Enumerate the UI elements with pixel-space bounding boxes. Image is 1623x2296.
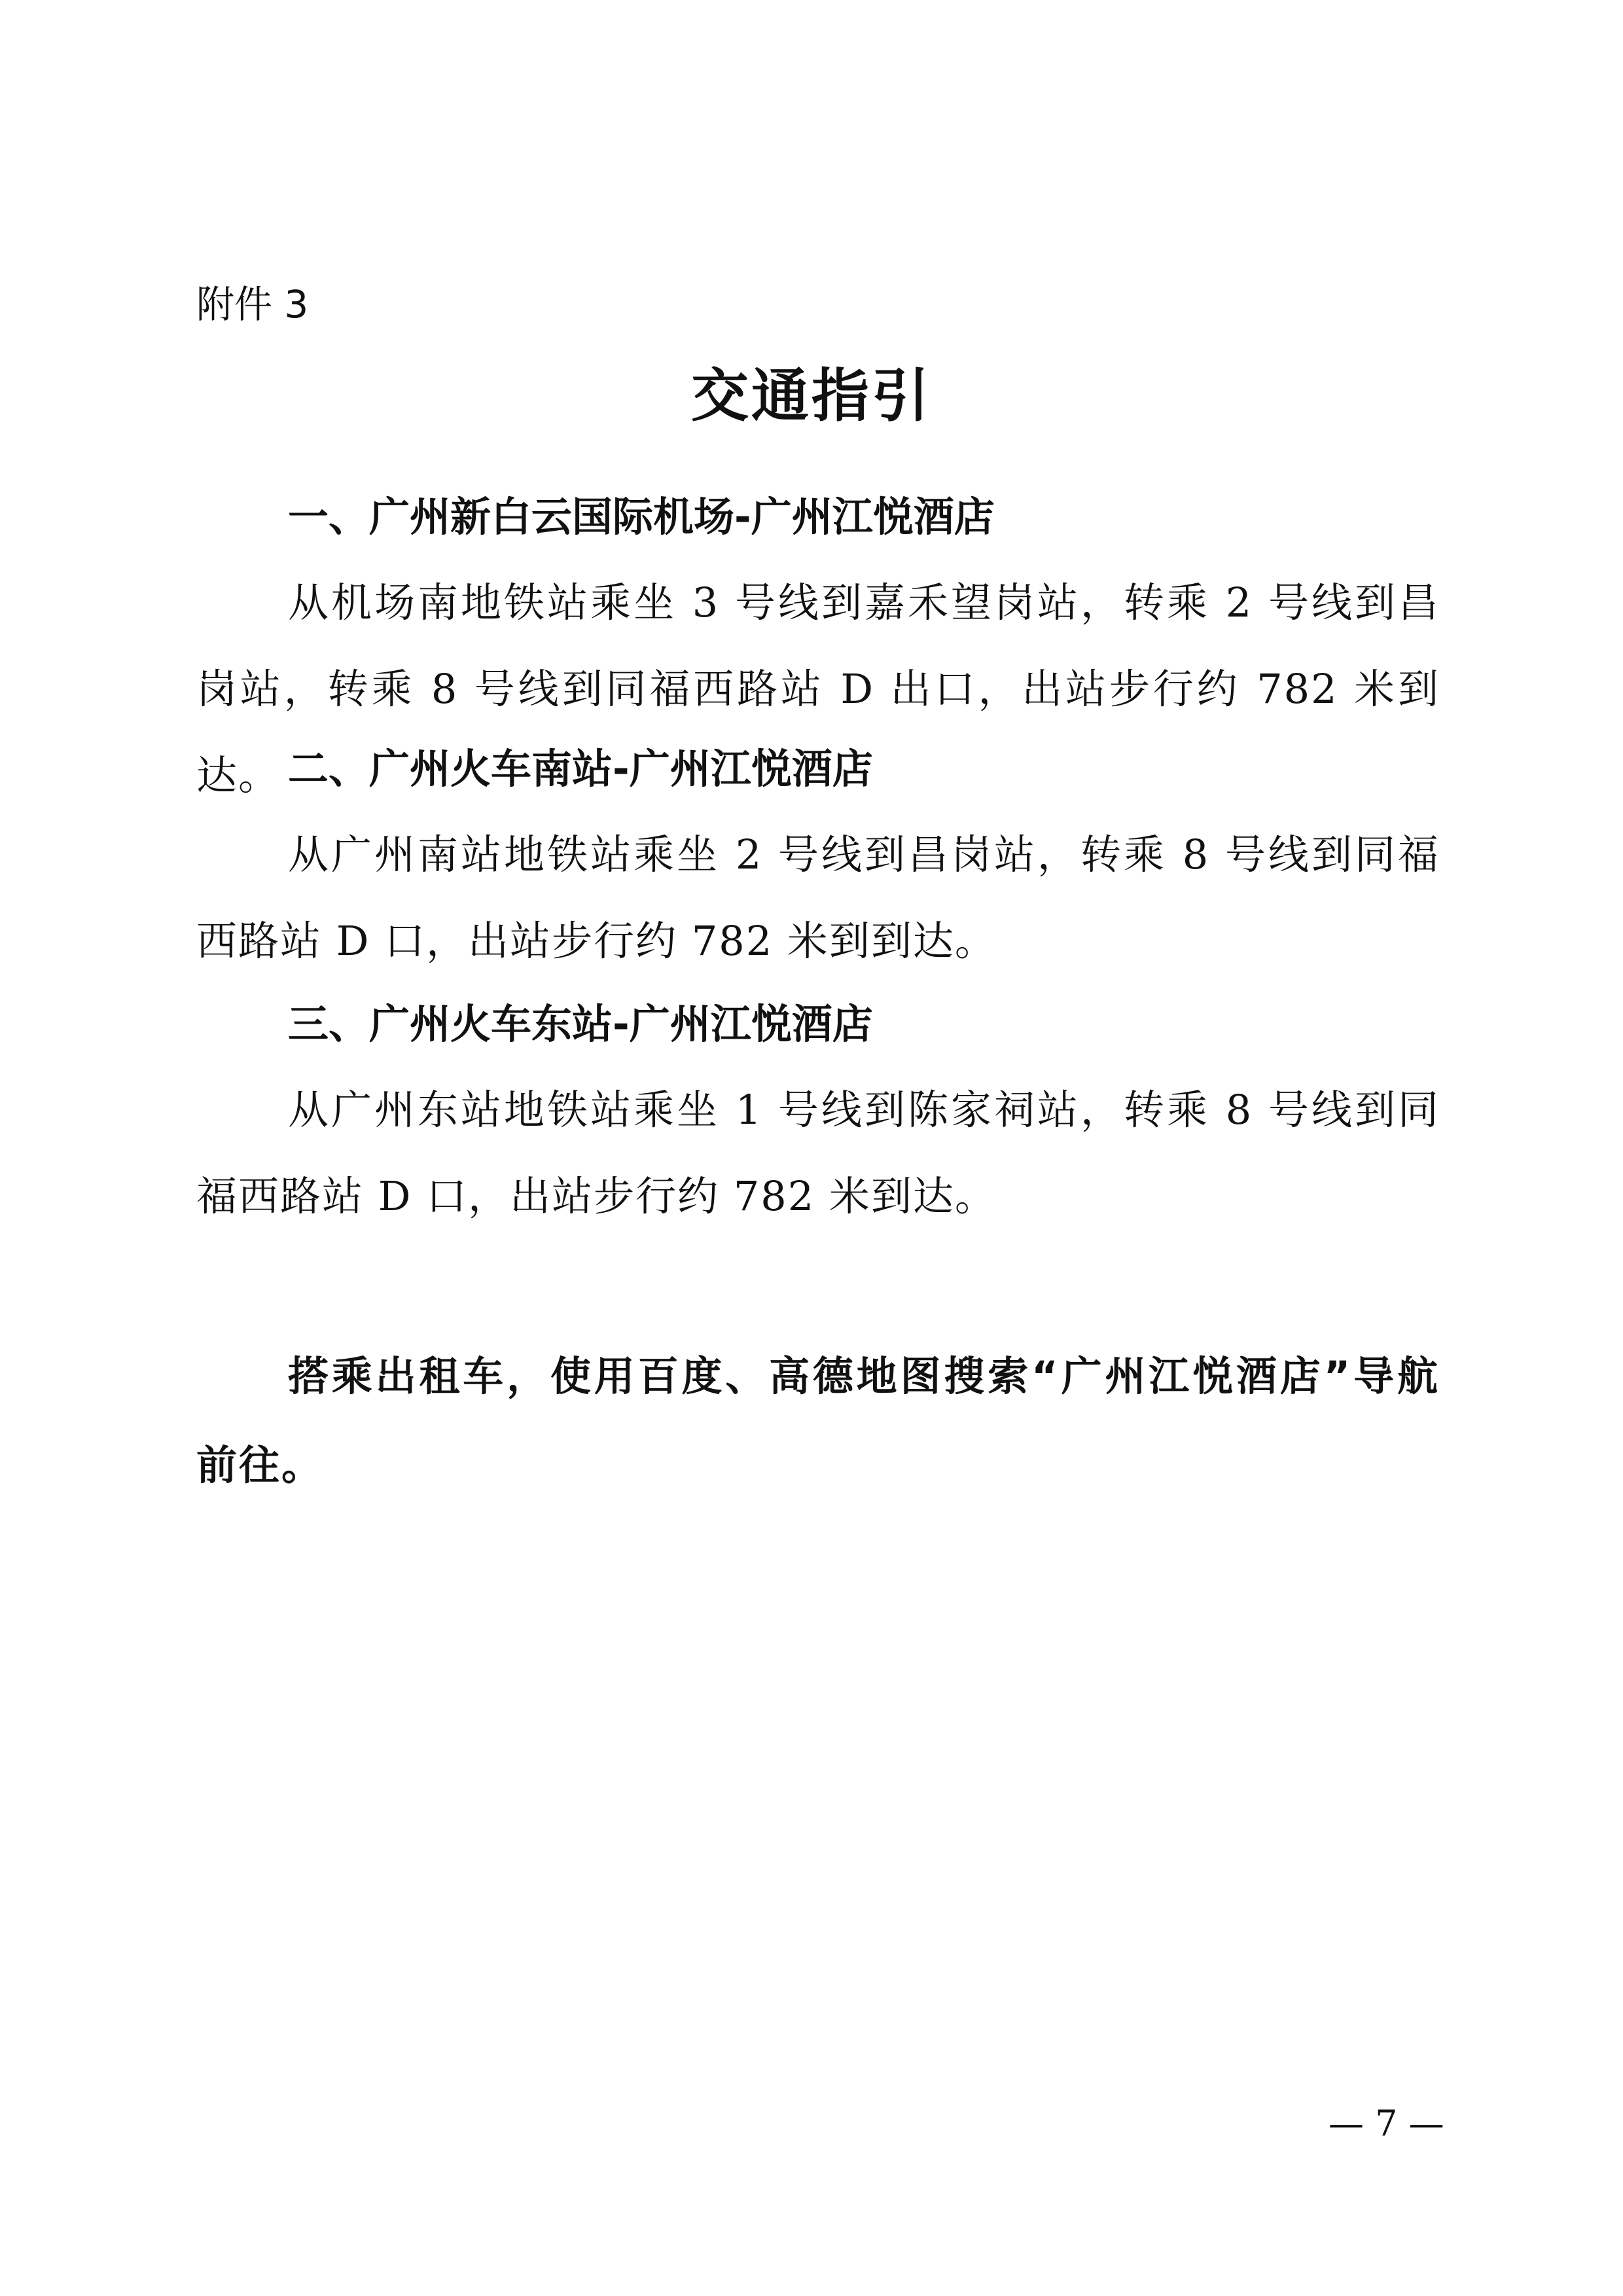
page-title: 交通指引 — [690, 362, 932, 429]
route-body-east-station: 从广州东站地铁站乘坐 1 号线到陈家祠站，转乘 8 号线到同福西路站 D 口，出站步行约 782 米到达。 — [196, 1086, 1440, 1220]
route-body-airport: 从机场南地铁站乘坐 3 号线到嘉禾望岗站，转乘 2 号线到昌岗站，转乘 8 号线到同福西路站 D 出口，出站步行约 782 米到达。 — [196, 579, 1440, 799]
route-heading-east-station: 三、广州火车东站-广州江悦酒店 — [288, 1000, 873, 1048]
route-body-south-station: 从广州南站地铁站乘坐 2 号线到昌岗站，转乘 8 号线到同福西路站 D 口，出站步行约 782 米到到达。 — [196, 831, 1440, 965]
route-heading-airport: 一、广州新白云国际机场-广州江悦酒店 — [288, 493, 995, 541]
attachment-label: 附件 3 — [196, 282, 309, 327]
taxi-note: 搭乘出租车，使用百度、高德地图搜索“广州江悦酒店”导航前往。 — [196, 1352, 1440, 1489]
page-number: — 7 — — [1329, 2103, 1444, 2144]
route-heading-south-station: 二、广州火车南站-广州江悦酒店 — [288, 745, 873, 793]
